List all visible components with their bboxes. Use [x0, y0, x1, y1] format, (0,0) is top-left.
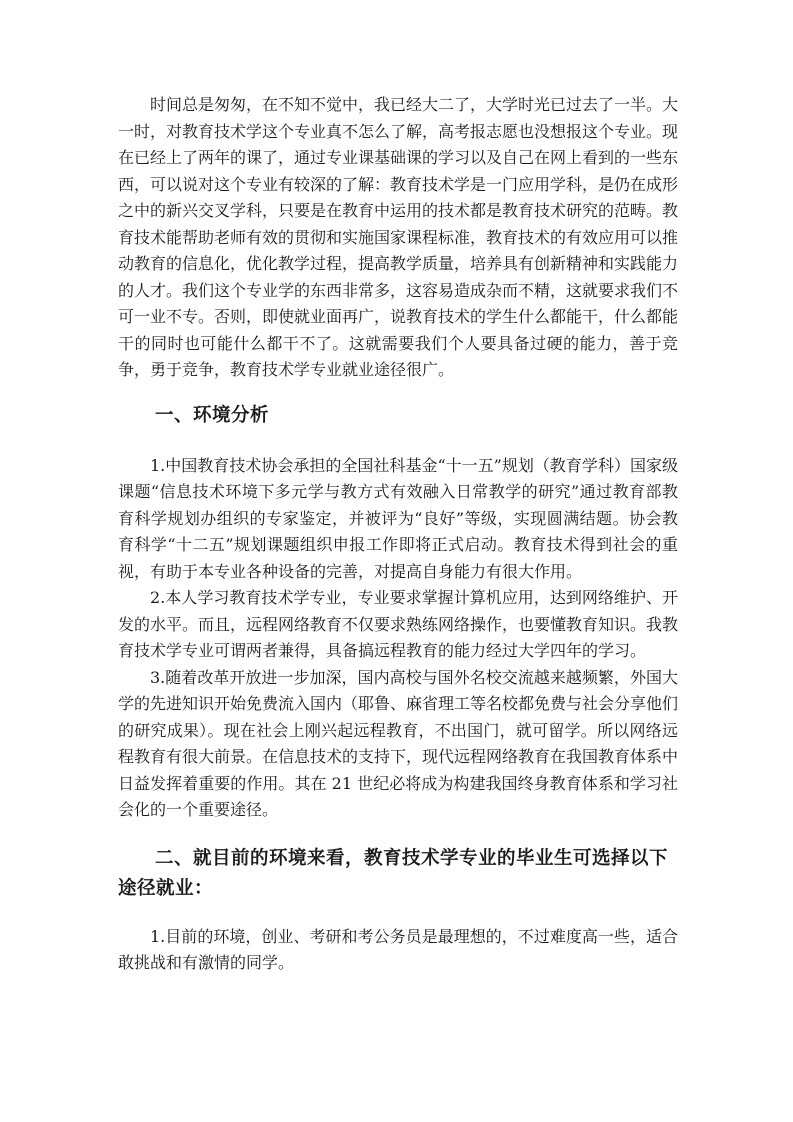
list-item: 2.本人学习教育技术学专业，专业要求掌握计算机应用，达到网络维护、开发的水平。而且，远程网络教育不仅要求熟练网络操作，也要懂教育知识。我教育技术学专业可谓两者兼得，具备搞远程教育的能力经过大学四年的学习。: [118, 588, 679, 660]
document-page: [118, 92, 678, 977]
intro-paragraph: 时间总是匆匆，在不知不觉中，我已经大二了，大学时光已过去了一半。大一时，对教育技术学这个专业真不怎么了解，高考报志愿也没想报这个专业。现在已经上了两年的课了，通过专业课基础课的学习以及自己在网上看到的一些东西，可以说对这个专业有较深的了解：教育技术学是一门应用学科，是仍在成形之中的新兴交叉学科，只要是在教育中运用的技术都是教育技术研究的范畴。教育技术能帮助老师有效的贯彻和实施国家课程标准，教育技术的有效应用可以推动教育的信息化，优化教学过程，提高教学质量，培养具有创新精神和实践能力的人才。我们这个专业学的东西非常多，这容易造成杂而不精，这就要求我们不可一业不专。否则，即使就业面再广，说教育技术的学生什么都能干，什么都能干的同时也可能什么都干不了。这就需要我们个人要具备过硬的能力，善于竞争，勇于竞争，教育技术学专业就业途径很广。: [118, 95, 679, 379]
section-heading-employment-paths: 二、就目前的环境来看，教育技术学专业的毕业生可选择以下途径就业：: [118, 847, 669, 899]
list-item: 1.目前的环境，创业、考研和考公务员是最理想的，不过难度高一些，适合敢挑战和有激情的同学。: [118, 926, 678, 972]
list-item: 3.随着改革开放进一步加深，国内高校与国外名校交流越来越频繁，外国大学的先进知识开始免费流入国内（耶鲁、麻省理工等名校都免费与社会分享他们的研究成果）。现在社会上刚兴起远程教育，不出国门，就可留学。所以网络远程教育有很大前景。在信息技术的支持下，现代远程网络教育在我国教育体系中日益发挥着重要的作用。其在 21 世纪必将成为构建我国终身教育体系和学习社会化的一个重要途径。: [118, 667, 679, 819]
list-item: 1.中国教育技术协会承担的全国社科基金“十一五”规划（教育学科）国家级课题“信息技术环境下多元学与教方式有效融入日常教学的研究”通过教育部教育科学规划办组织的专家鉴定，并被评为“良好”等级，实现圆满结题。协会教育科学“十二五”规划课题组织申报工作即将正式启动。教育技术得到社会的重视，有助于本专业各种设备的完善，对提高自身能力有很大作用。: [118, 455, 678, 581]
section-heading-environment-analysis: 一、环境分析: [155, 404, 270, 426]
